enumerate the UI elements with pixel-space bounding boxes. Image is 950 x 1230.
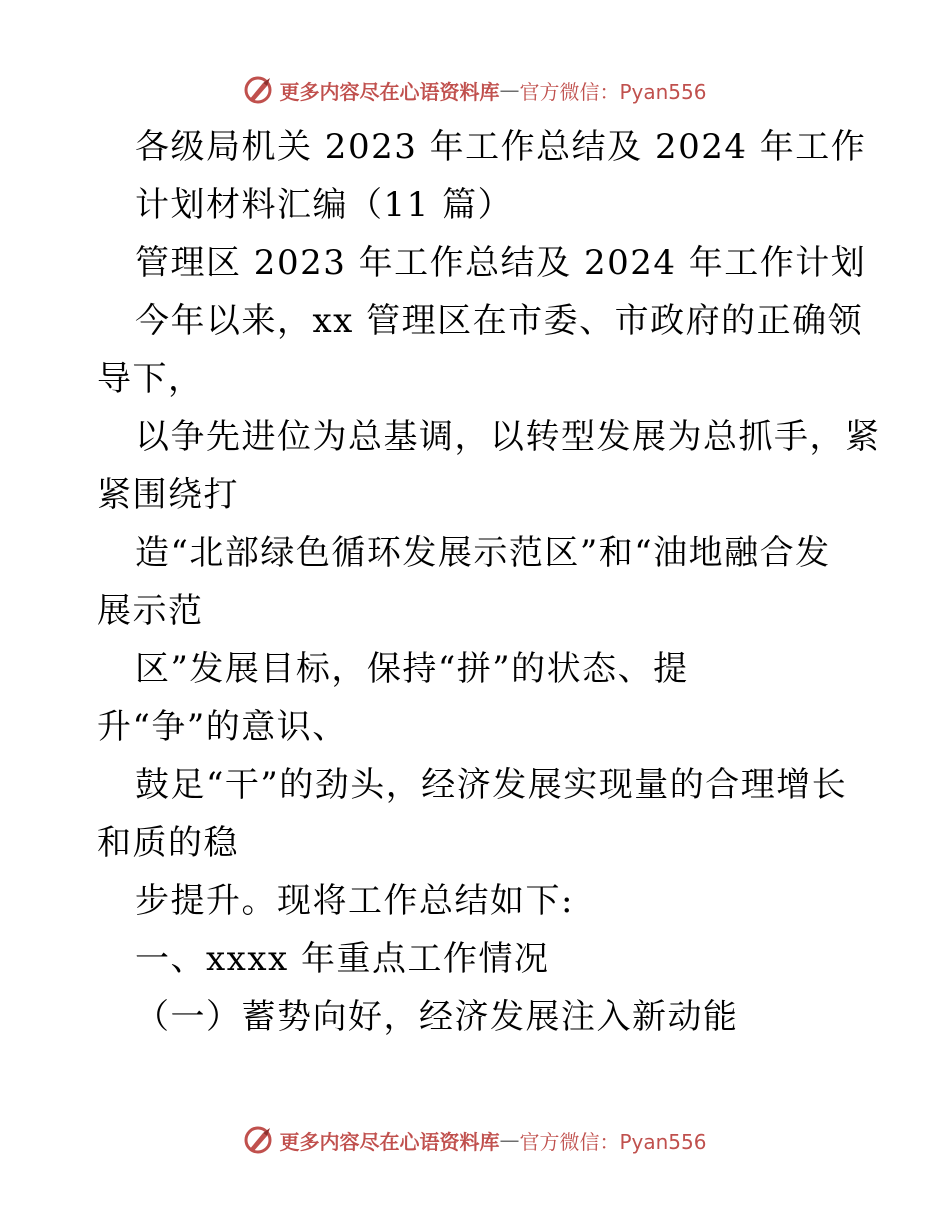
banner-main-text: 更多内容尽在心语资料库 [279,1129,500,1154]
banner-separator: — [499,1128,520,1152]
banner-wechat-text: 官方微信：Pyan556 [519,79,707,104]
paragraph-line: 导下， [97,359,204,399]
paragraph-line: 今年以来，xx 管理区在市委、市政府的正确领 [135,301,864,341]
paragraph-line: 展示范 [97,591,204,631]
paragraph-line: 步提升。现将工作总结如下: [135,881,574,921]
paragraph-line: 以争先进位为总基调，以转型发展为总抓手，紧 [135,417,881,457]
quill-seal-icon [243,75,273,105]
paragraph-line: 区”发展目标，保持“拼”的状态、提 [135,649,689,689]
document-title-line-2: 计划材料汇编（11 篇） [135,185,514,225]
heading-level-1: 一、xxxx 年重点工作情况 [135,939,550,979]
paragraph-line: 和质的稳 [97,823,239,863]
paragraph-line: 升“争”的意识、 [97,707,348,747]
footer-banner [0,1120,950,1160]
section-title: 管理区 2023 年工作总结及 2024 年工作计划 [135,243,867,283]
banner-wechat-text: 官方微信：Pyan556 [519,1129,707,1154]
paragraph-line: 造“北部绿色循环发展示范区”和“油地融合发 [135,533,831,573]
heading-level-2: （一）蓄势向好，经济发展注入新动能 [135,997,739,1037]
header-banner [0,70,950,110]
banner-main-text: 更多内容尽在心语资料库 [279,79,500,104]
paragraph-line: 鼓足“干”的劲头，经济发展实现量的合理增长 [135,765,848,805]
paragraph-line: 紧围绕打 [97,475,239,515]
banner-separator: — [499,78,520,102]
quill-seal-icon [243,1125,273,1155]
document-title-line-1: 各级局机关 2023 年工作总结及 2024 年工作 [135,127,867,167]
